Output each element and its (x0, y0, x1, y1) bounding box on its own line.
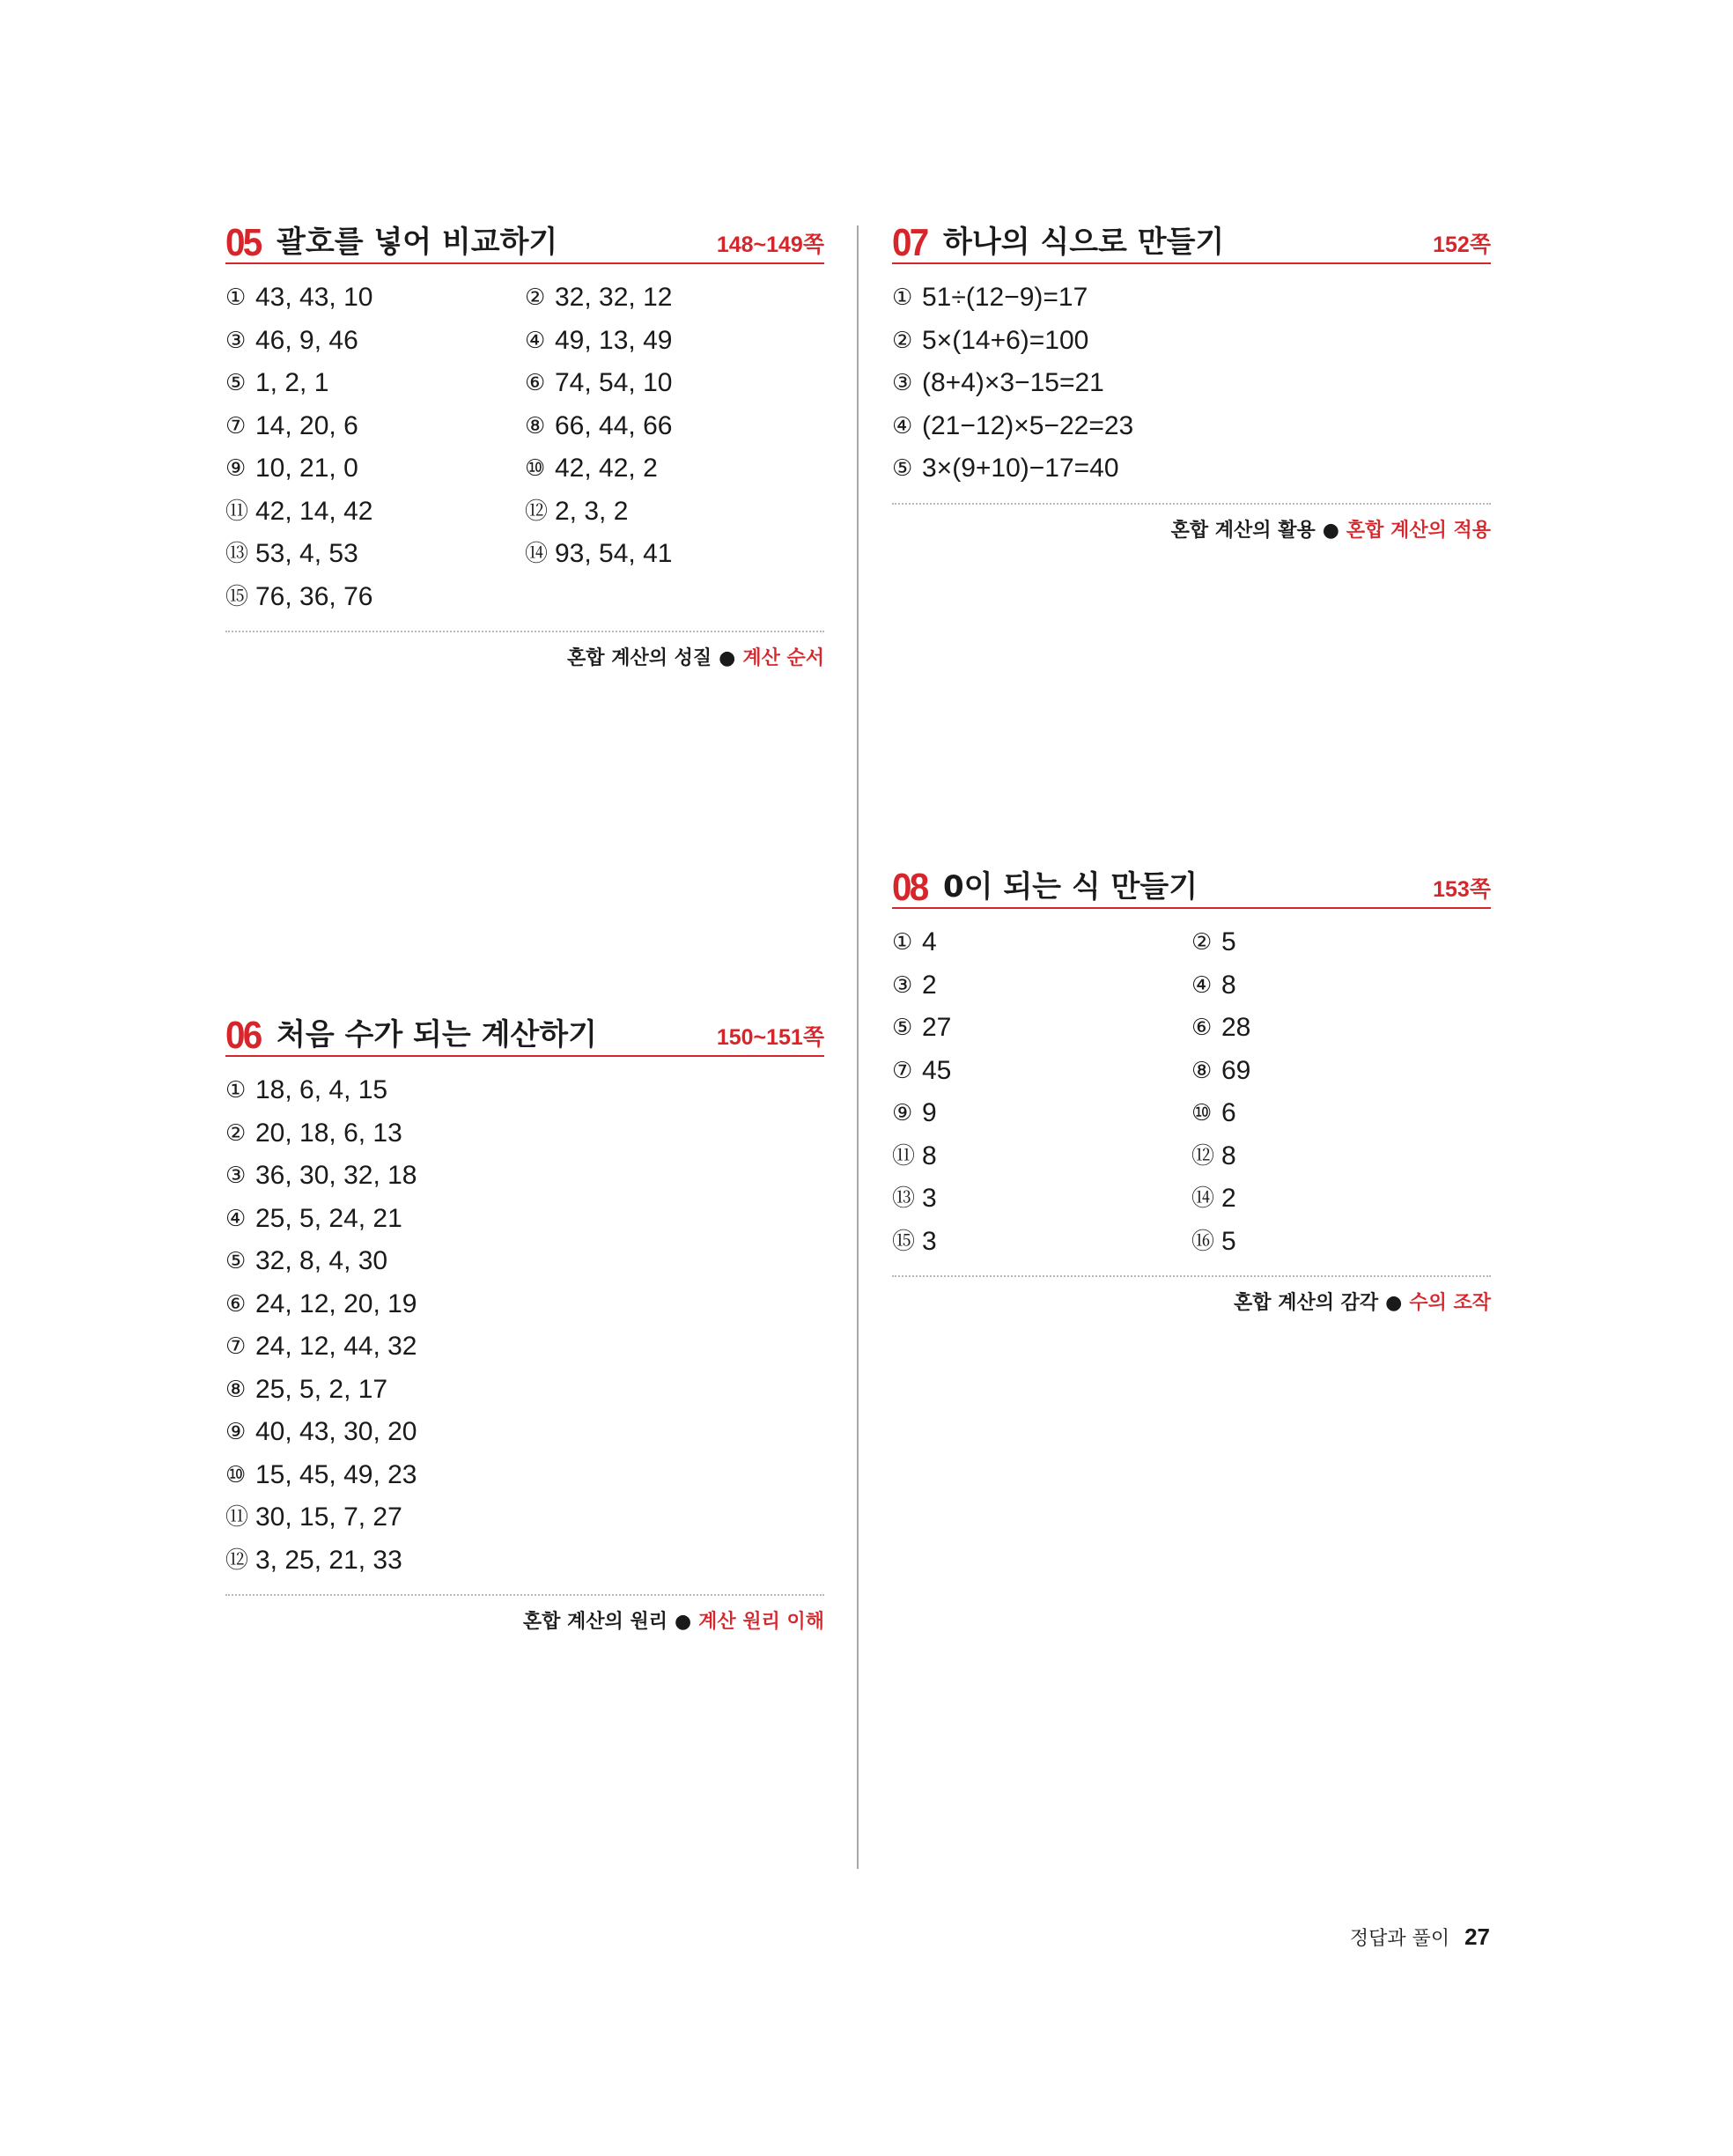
answer-item (525, 533, 824, 576)
answer-item (225, 1369, 824, 1412)
section-header (892, 218, 1491, 264)
section-05 (225, 218, 824, 670)
section-title: 0이 되는 식 만들기 (943, 869, 1198, 904)
answer-text: 51÷(12−9)=17 (922, 283, 1088, 312)
answer-text: 8 (922, 1141, 937, 1170)
answer-item (225, 1198, 824, 1241)
answer-item (892, 1135, 1191, 1178)
answer-number: ⑭ (525, 541, 549, 567)
answer-number: ⑧ (525, 412, 546, 439)
section-number: 07 (892, 221, 927, 264)
answer-number: ⑥ (525, 370, 546, 396)
section-07 (892, 218, 1491, 543)
answer-text: 25, 5, 24, 21 (255, 1203, 402, 1233)
answer-item (225, 405, 525, 448)
answer-item (225, 1069, 824, 1112)
answer-text: 49, 13, 49 (555, 325, 673, 355)
answer-item (1191, 1178, 1491, 1221)
answer-number: ④ (1191, 971, 1213, 999)
answer-number: ⑩ (225, 1461, 247, 1488)
answer-text: 28 (1221, 1013, 1251, 1042)
answer-item (1191, 1221, 1491, 1264)
page-reference: 152쪽 (1433, 233, 1491, 257)
answer-list (225, 1069, 824, 1582)
answer-item (225, 1325, 824, 1369)
column-divider (857, 225, 859, 1869)
section-tags (225, 631, 824, 670)
answer-text: 6 (1221, 1098, 1236, 1127)
answer-number: ③ (225, 327, 247, 354)
answer-item (525, 491, 824, 534)
answer-item (525, 320, 824, 363)
answer-item (1191, 964, 1491, 1008)
answer-text: 25, 5, 2, 17 (255, 1374, 388, 1404)
section-title: 처음 수가 되는 계산하기 (277, 1017, 597, 1052)
answer-item (892, 277, 1491, 320)
answer-item (225, 1454, 824, 1497)
answer-number: ⑫ (225, 1547, 249, 1574)
section-tags (892, 1275, 1491, 1315)
topic-tag: 혼합 계산의 감각 (1234, 1292, 1379, 1314)
skill-tag: 수의 조작 (1409, 1292, 1491, 1314)
skill-tag: 혼합 계산의 적용 (1346, 519, 1491, 542)
answer-number: ⑨ (225, 455, 247, 482)
answer-item (892, 1178, 1191, 1221)
answer-number: ① (225, 1077, 247, 1104)
answer-item (892, 362, 1491, 405)
answer-number: ⑮ (225, 583, 249, 610)
answer-number: ④ (525, 327, 546, 354)
answer-item (892, 1050, 1191, 1093)
answer-text: 36, 30, 32, 18 (255, 1161, 417, 1190)
answer-text: 24, 12, 44, 32 (255, 1332, 417, 1361)
answer-text: 76, 36, 76 (255, 581, 373, 611)
answer-text: 2, 3, 2 (555, 496, 629, 526)
answer-number: ⑥ (1191, 1015, 1213, 1041)
answer-number: ⑩ (1191, 1100, 1213, 1126)
answer-text: 8 (1221, 1141, 1236, 1170)
topic-tag: 혼합 계산의 활용 (1170, 519, 1316, 542)
answer-text: 66, 44, 66 (555, 410, 673, 440)
answer-number: ⑤ (225, 370, 247, 396)
answer-item (892, 1007, 1191, 1050)
answer-text: 18, 6, 4, 15 (255, 1075, 388, 1104)
answer-text: 8 (1221, 970, 1236, 1000)
answer-item (225, 1240, 824, 1283)
answer-number: ⑫ (525, 498, 549, 525)
answer-number: ⑯ (1191, 1228, 1215, 1255)
answer-item (225, 576, 525, 619)
answer-text: 74, 54, 10 (555, 368, 673, 397)
answer-text: 42, 14, 42 (255, 496, 373, 526)
answer-number: ⑪ (225, 498, 249, 525)
answer-number: ⑦ (225, 412, 247, 439)
answer-text: 3×(9+10)−17=40 (922, 454, 1119, 483)
answer-text: 40, 43, 30, 20 (255, 1417, 417, 1446)
section-06 (225, 1011, 824, 1634)
answer-text: 3 (922, 1226, 937, 1256)
answer-item (1191, 1135, 1491, 1178)
answer-number: ⑩ (525, 455, 546, 482)
skill-tag: 계산 원리 이해 (698, 1611, 824, 1633)
answer-number: ② (525, 284, 546, 311)
section-header (225, 1011, 824, 1057)
answer-list (225, 277, 824, 618)
answer-text: 14, 20, 6 (255, 410, 358, 440)
topic-tag: 혼합 계산의 성질 (567, 647, 712, 669)
answer-item (892, 405, 1491, 448)
answer-number: ⑧ (1191, 1057, 1213, 1084)
answer-number: ⑬ (225, 541, 249, 567)
answer-item (225, 1411, 824, 1454)
answer-number: ③ (225, 1163, 247, 1189)
answer-item (225, 447, 525, 491)
answer-item (892, 964, 1191, 1008)
answer-number: ③ (892, 370, 913, 396)
section-number: 06 (225, 1014, 261, 1057)
answer-item (225, 1283, 824, 1326)
answer-text: 4 (922, 927, 937, 956)
answer-text: 46, 9, 46 (255, 325, 358, 355)
answer-number: ⑪ (225, 1504, 249, 1531)
answer-number: ② (1191, 929, 1213, 956)
answer-item (892, 447, 1491, 491)
answer-text: 32, 32, 12 (555, 283, 673, 312)
answer-text: 69 (1221, 1055, 1251, 1085)
answer-text: 45 (922, 1055, 952, 1085)
answer-number: ⑨ (225, 1419, 247, 1445)
page-reference: 148~149쪽 (716, 233, 824, 257)
skill-tag: 계산 순서 (742, 647, 824, 669)
page-reference: 153쪽 (1433, 877, 1491, 902)
answer-text: (8+4)×3−15=21 (922, 368, 1104, 397)
bullet-icon: ● (1322, 519, 1339, 542)
answer-item (1191, 1050, 1491, 1093)
answer-number: ③ (892, 971, 913, 999)
answer-item (225, 362, 525, 405)
answer-item (525, 447, 824, 491)
answer-text: 32, 8, 4, 30 (255, 1246, 388, 1275)
section-tags (892, 503, 1491, 543)
answer-text: 27 (922, 1013, 952, 1042)
answer-item (225, 1496, 824, 1539)
answer-text: 5 (1221, 1226, 1236, 1256)
bullet-icon: ● (1385, 1292, 1403, 1314)
answer-item (225, 533, 525, 576)
answer-list (892, 277, 1491, 491)
answer-number: ④ (225, 1205, 247, 1232)
page-footer (1350, 1923, 1490, 1951)
answer-number: ⑤ (225, 1248, 247, 1274)
answer-text: 1, 2, 1 (255, 368, 329, 397)
answer-item (892, 320, 1491, 363)
answer-item (1191, 1007, 1491, 1050)
section-08 (892, 863, 1491, 1315)
answer-text: 9 (922, 1098, 937, 1127)
answer-text: 24, 12, 20, 19 (255, 1288, 417, 1318)
section-header (892, 863, 1491, 909)
answer-item (525, 362, 824, 405)
answer-number: ① (892, 929, 913, 956)
section-header (225, 218, 824, 264)
answer-text: 3, 25, 21, 33 (255, 1545, 402, 1575)
answer-item (225, 491, 525, 534)
bullet-icon: ● (719, 647, 736, 669)
answer-list (892, 921, 1491, 1263)
answer-text: 20, 18, 6, 13 (255, 1118, 402, 1148)
answer-number: ⑤ (892, 455, 913, 482)
answer-item (892, 921, 1191, 964)
answer-number: ⑧ (225, 1376, 247, 1403)
answer-item (1191, 1092, 1491, 1135)
answer-number: ⑪ (892, 1142, 916, 1170)
footer-label: 정답과 풀이 (1349, 1928, 1450, 1950)
answer-number: ① (225, 284, 247, 311)
page-reference: 150~151쪽 (716, 1025, 824, 1050)
answer-text: 93, 54, 41 (555, 539, 673, 568)
answer-number: ⑭ (1191, 1185, 1215, 1212)
answer-text: 53, 4, 53 (255, 539, 358, 568)
answer-item (225, 277, 525, 320)
answer-item (525, 277, 824, 320)
section-title: 괄호를 넣어 비교하기 (277, 225, 558, 260)
answer-number: ⑦ (892, 1057, 913, 1084)
answer-item (225, 1155, 824, 1198)
answer-text: 2 (1221, 1184, 1236, 1213)
answer-item (225, 1112, 824, 1156)
section-number: 08 (892, 866, 927, 909)
bullet-icon: ● (674, 1611, 692, 1633)
answer-item (892, 1221, 1191, 1264)
answer-text: 5 (1221, 927, 1236, 956)
answer-text: (21−12)×5−22=23 (922, 410, 1134, 440)
answer-number: ⑬ (892, 1185, 916, 1212)
answer-item (525, 405, 824, 448)
answer-number: ⑤ (892, 1015, 913, 1041)
answer-text: 15, 45, 49, 23 (255, 1459, 417, 1489)
answer-number: ④ (892, 412, 913, 439)
answer-text: 2 (922, 970, 937, 1000)
answer-text: 3 (922, 1184, 937, 1213)
answer-text: 43, 43, 10 (255, 283, 373, 312)
answer-text: 10, 21, 0 (255, 454, 358, 483)
answer-item (225, 1539, 824, 1583)
answer-number: ② (892, 327, 913, 354)
answer-number: ⑨ (892, 1100, 913, 1126)
answer-item (1191, 921, 1491, 964)
answer-number: ⑦ (225, 1333, 247, 1360)
answer-text: 42, 42, 2 (555, 454, 658, 483)
section-title: 하나의 식으로 만들기 (943, 225, 1225, 260)
answer-number: ① (892, 284, 913, 311)
answer-number: ② (225, 1119, 247, 1147)
section-tags (225, 1594, 824, 1634)
answer-number: ⑥ (225, 1290, 247, 1318)
answer-item (225, 320, 525, 363)
answer-text: 30, 15, 7, 27 (255, 1503, 402, 1532)
topic-tag: 혼합 계산의 원리 (522, 1611, 667, 1633)
section-number: 05 (225, 221, 261, 264)
answer-number: ⑫ (1191, 1142, 1215, 1170)
answer-text: 5×(14+6)=100 (922, 325, 1089, 355)
answer-number: ⑮ (892, 1228, 916, 1255)
page-number: 27 (1464, 1923, 1490, 1950)
answer-item (892, 1092, 1191, 1135)
